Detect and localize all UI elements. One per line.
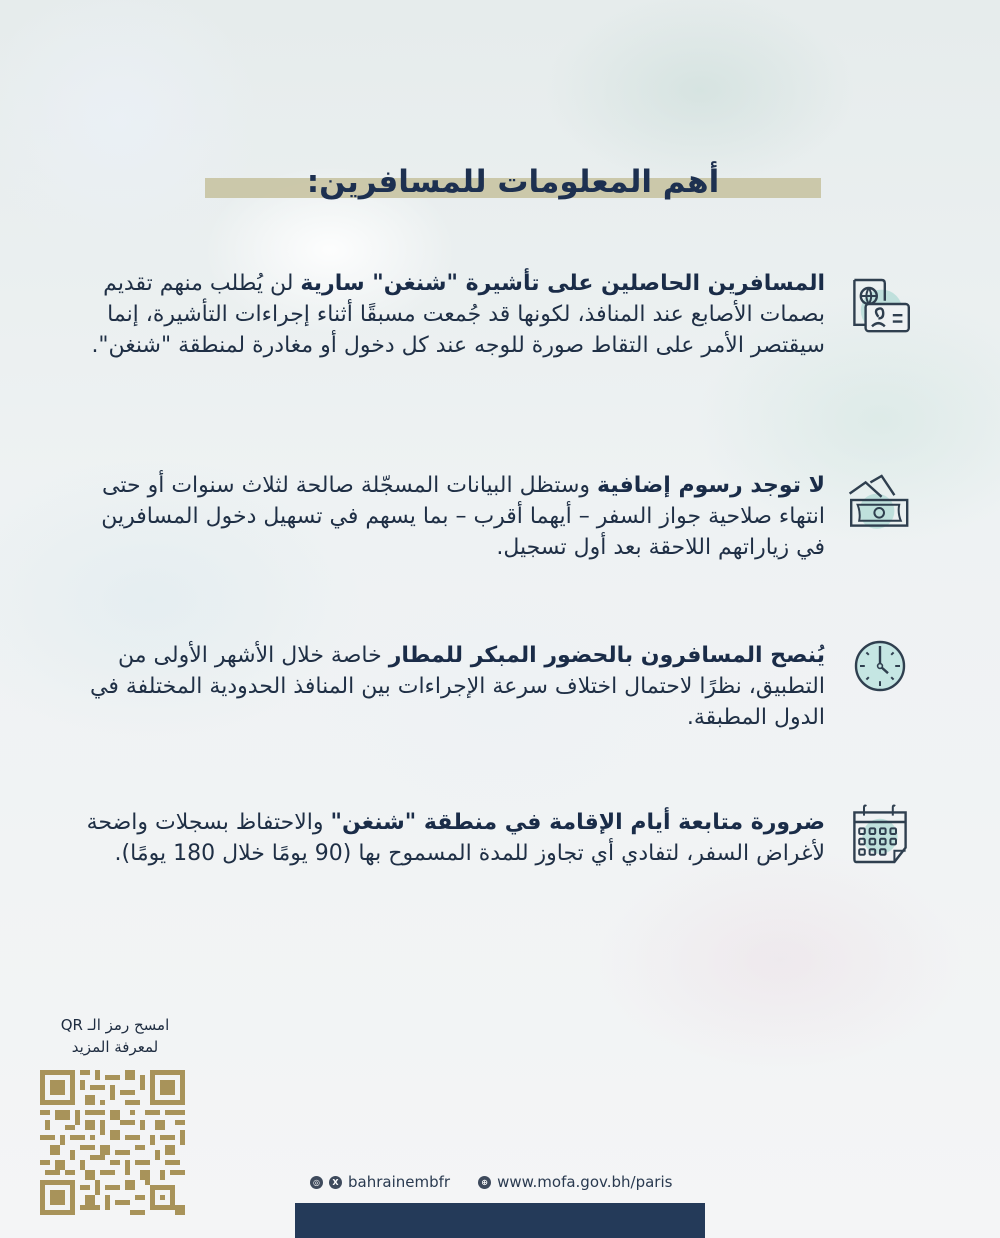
- info-item-text: لن يُطلب منهم تقديم بصمات الأصابع عند المنافذ، لكونها قد جُمعت مسبقًا أثناء إجراءات التأشيرة، إنما سيقتصر الأمر على التقاط صورة للوجه عند كل دخول أو مغادرة لمنطقة "شنغن".: [91, 271, 825, 358]
- qr-label-line2: لمعرفة المزيد: [71, 1038, 159, 1056]
- info-item-text: وستظل البيانات المسجّلة صالحة لثلاث سنوات أو حتى انتهاء صلاحية جواز السفر – أيهما أقرب – بما يسهم في تسهيل دخول المسافرين في زياراتهم اللاحقة بعد أول تسجيل.: [101, 473, 825, 560]
- qr-label: [30, 1014, 200, 1058]
- clock-icon: [840, 630, 920, 710]
- passport-id-card-icon: [840, 268, 920, 348]
- info-item-bold: لا توجد رسوم إضافية: [597, 473, 825, 498]
- info-item-fees: [80, 470, 825, 563]
- qr-code[interactable]: [40, 1070, 185, 1215]
- social-handle[interactable]: bahrainembfr: [348, 1173, 451, 1191]
- info-item-visa: [80, 268, 825, 361]
- info-item-bold: يُنصح المسافرون بالحضور المبكر للمطار: [388, 643, 825, 668]
- info-item-bold: المسافرين الحاصلين على تأشيرة "شنغن" سارية: [300, 271, 825, 296]
- page-title: أهم المعلومات للمسافرين:: [306, 164, 720, 200]
- globe-icon: ⊕: [478, 1176, 491, 1189]
- money-bills-icon: [840, 468, 920, 548]
- footer-contact: [310, 1173, 710, 1191]
- x-icon[interactable]: X: [329, 1176, 342, 1189]
- qr-label-line1: امسح رمز الـ QR: [60, 1016, 170, 1034]
- calendar-icon: [840, 798, 920, 878]
- info-item-text: خاصة خلال الأشهر الأولى من التطبيق، نظرًا لاحتمال اختلاف سرعة الإجراءات بين المنافذ الحدودية المختلفة في الدول المطبقة.: [89, 643, 825, 730]
- info-item-stay-days: [80, 807, 825, 869]
- info-item-airport: [80, 640, 825, 733]
- info-item-text: والاحتفاظ بسجلات واضحة لأغراض السفر، لتفادي أي تجاوز للمدة المسموح بها (90 يومًا خلال 180 يومًا).: [86, 810, 825, 866]
- bottom-bar: [295, 1203, 705, 1238]
- info-item-bold: ضرورة متابعة أيام الإقامة في منطقة "شنغن": [330, 810, 825, 835]
- website-link[interactable]: www.mofa.gov.bh/paris: [497, 1173, 673, 1191]
- instagram-icon[interactable]: ◎: [310, 1176, 323, 1189]
